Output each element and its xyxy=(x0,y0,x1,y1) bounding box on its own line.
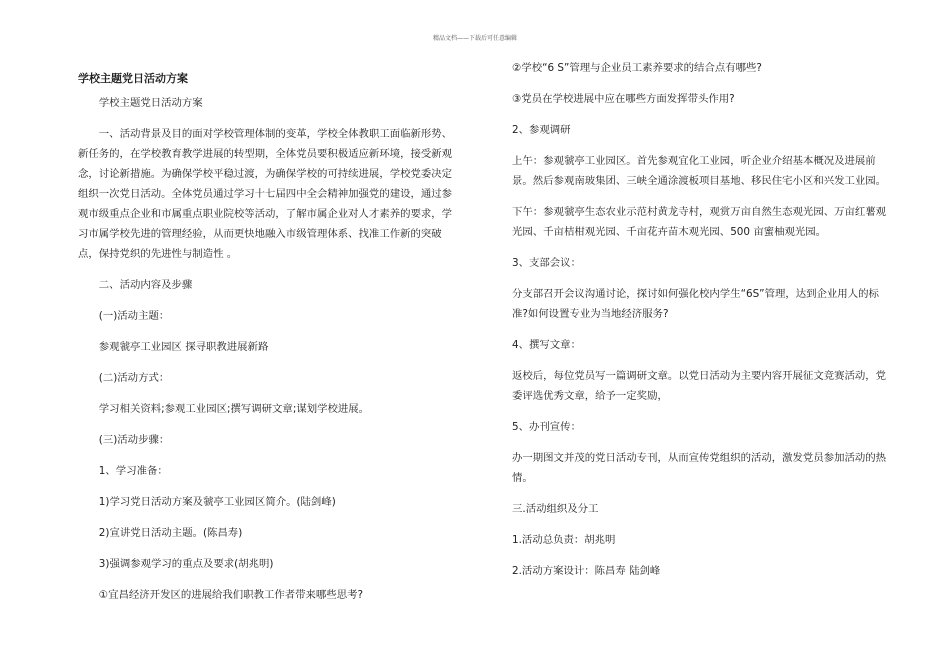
list-item: 1)学习党日活动方案及虢亭工业园区简介。(陆剑峰) xyxy=(98,496,336,508)
step-heading-publicity: 5、办刊宣传： xyxy=(512,421,581,433)
list-item: ②学校“6 S”管理与企业员工素养要求的结合点有哪些? xyxy=(512,62,762,74)
step-heading-writing: 4、撰写文章： xyxy=(512,339,581,351)
paragraph-writing: 返校后，每位党员写一篇调研文章。以党日活动为主要内容开展征文竞赛活动，党委评选优秀文章，给予一定奖励， xyxy=(512,370,887,402)
subheading-steps: (三)活动步骤： xyxy=(98,434,170,446)
paragraph-publicity: 办一期图文并茂的党日活动专刊，从而宣传党组织的活动，激发党员参加活动的热情。 xyxy=(512,452,887,484)
document-subtitle: 学校主题党日活动方案 xyxy=(98,97,203,109)
page-header-watermark: 精品文档——下载后可任意编辑 xyxy=(432,35,517,42)
paragraph-afternoon: 下午：参观虢亭生态农业示范村黄龙寺村，观赏万亩自然生态观光园、万亩红薯观光园、千亩桔柑观光园、千亩花卉苗木观光园、500 亩蜜柚观光园。 xyxy=(512,206,887,238)
paragraph-theme: 参观虢亭工业园区 探寻职教进展新路 xyxy=(98,341,269,353)
paragraph-background: 一、活动背景及目的面对学校管理体制的变革，学校全体教职工面临新形势、新任务的，在学校教育教学进展的转型期，全体党员要积极适应新环境，接受新观念，讨论新措施。为确保学校平稳过渡，为确保学校的可持续进展，学校党委决定组织一次党日活动。全体党员通过学习十七届四中全会精神加强党的建设，通过参观市级重点企业和市属重点职业院校等活动，了解市属企业对人才素养的要求，学习市属学校先进的管理经验，从而更快地融入市级管理体系、找准工作新的突破点，保持党织的先进性与制造性 。 xyxy=(78,128,453,260)
left-column xyxy=(78,69,458,605)
document-title: 学校主题党日活动方案 xyxy=(78,72,188,85)
step-heading-visit: 2、参观调研 xyxy=(512,124,571,136)
right-column xyxy=(512,58,892,581)
list-item: 1.活动总负责：胡兆明 xyxy=(512,534,616,546)
list-item: 2)宣讲党日活动主题。(陈昌寿) xyxy=(98,527,243,539)
section-heading-content: 二、活动内容及步骤 xyxy=(98,279,193,291)
paragraph-meeting: 分支部召开会议沟通讨论，探讨如何强化校内学生“6S”管理，达到企业用人的标准?如何设置专业为当地经济服务? xyxy=(512,288,879,320)
list-item: ①宜昌经济开发区的进展给我们职教工作者带来哪些思考? xyxy=(98,589,363,601)
list-item: 2.活动方案设计：陈昌寿 陆剑峰 xyxy=(512,565,661,577)
paragraph-morning: 上午：参观虢亭工业园区。首先参观宜化工业园，听企业介绍基本概况及进展前景。然后参观南玻集团、三峡全通涂渡板项目基地、移民住宅小区和兴发工业园。 xyxy=(512,155,887,187)
section-heading-organization: 三.活动组织及分工 xyxy=(512,503,599,515)
subheading-method: (二)活动方式： xyxy=(98,372,170,384)
step-heading-meeting: 3、支部会议： xyxy=(512,257,581,269)
list-item: ③党员在学校进展中应在哪些方面发挥带头作用? xyxy=(512,93,735,105)
list-item: 3)强调参观学习的重点及要求(胡兆明) xyxy=(98,558,274,570)
step-heading-study: 1、学习准备： xyxy=(98,465,168,477)
subheading-theme: (一)活动主题： xyxy=(98,310,170,322)
paragraph-method: 学习相关资料;参观工业园区;撰写调研文章;谋划学校进展。 xyxy=(98,403,370,415)
